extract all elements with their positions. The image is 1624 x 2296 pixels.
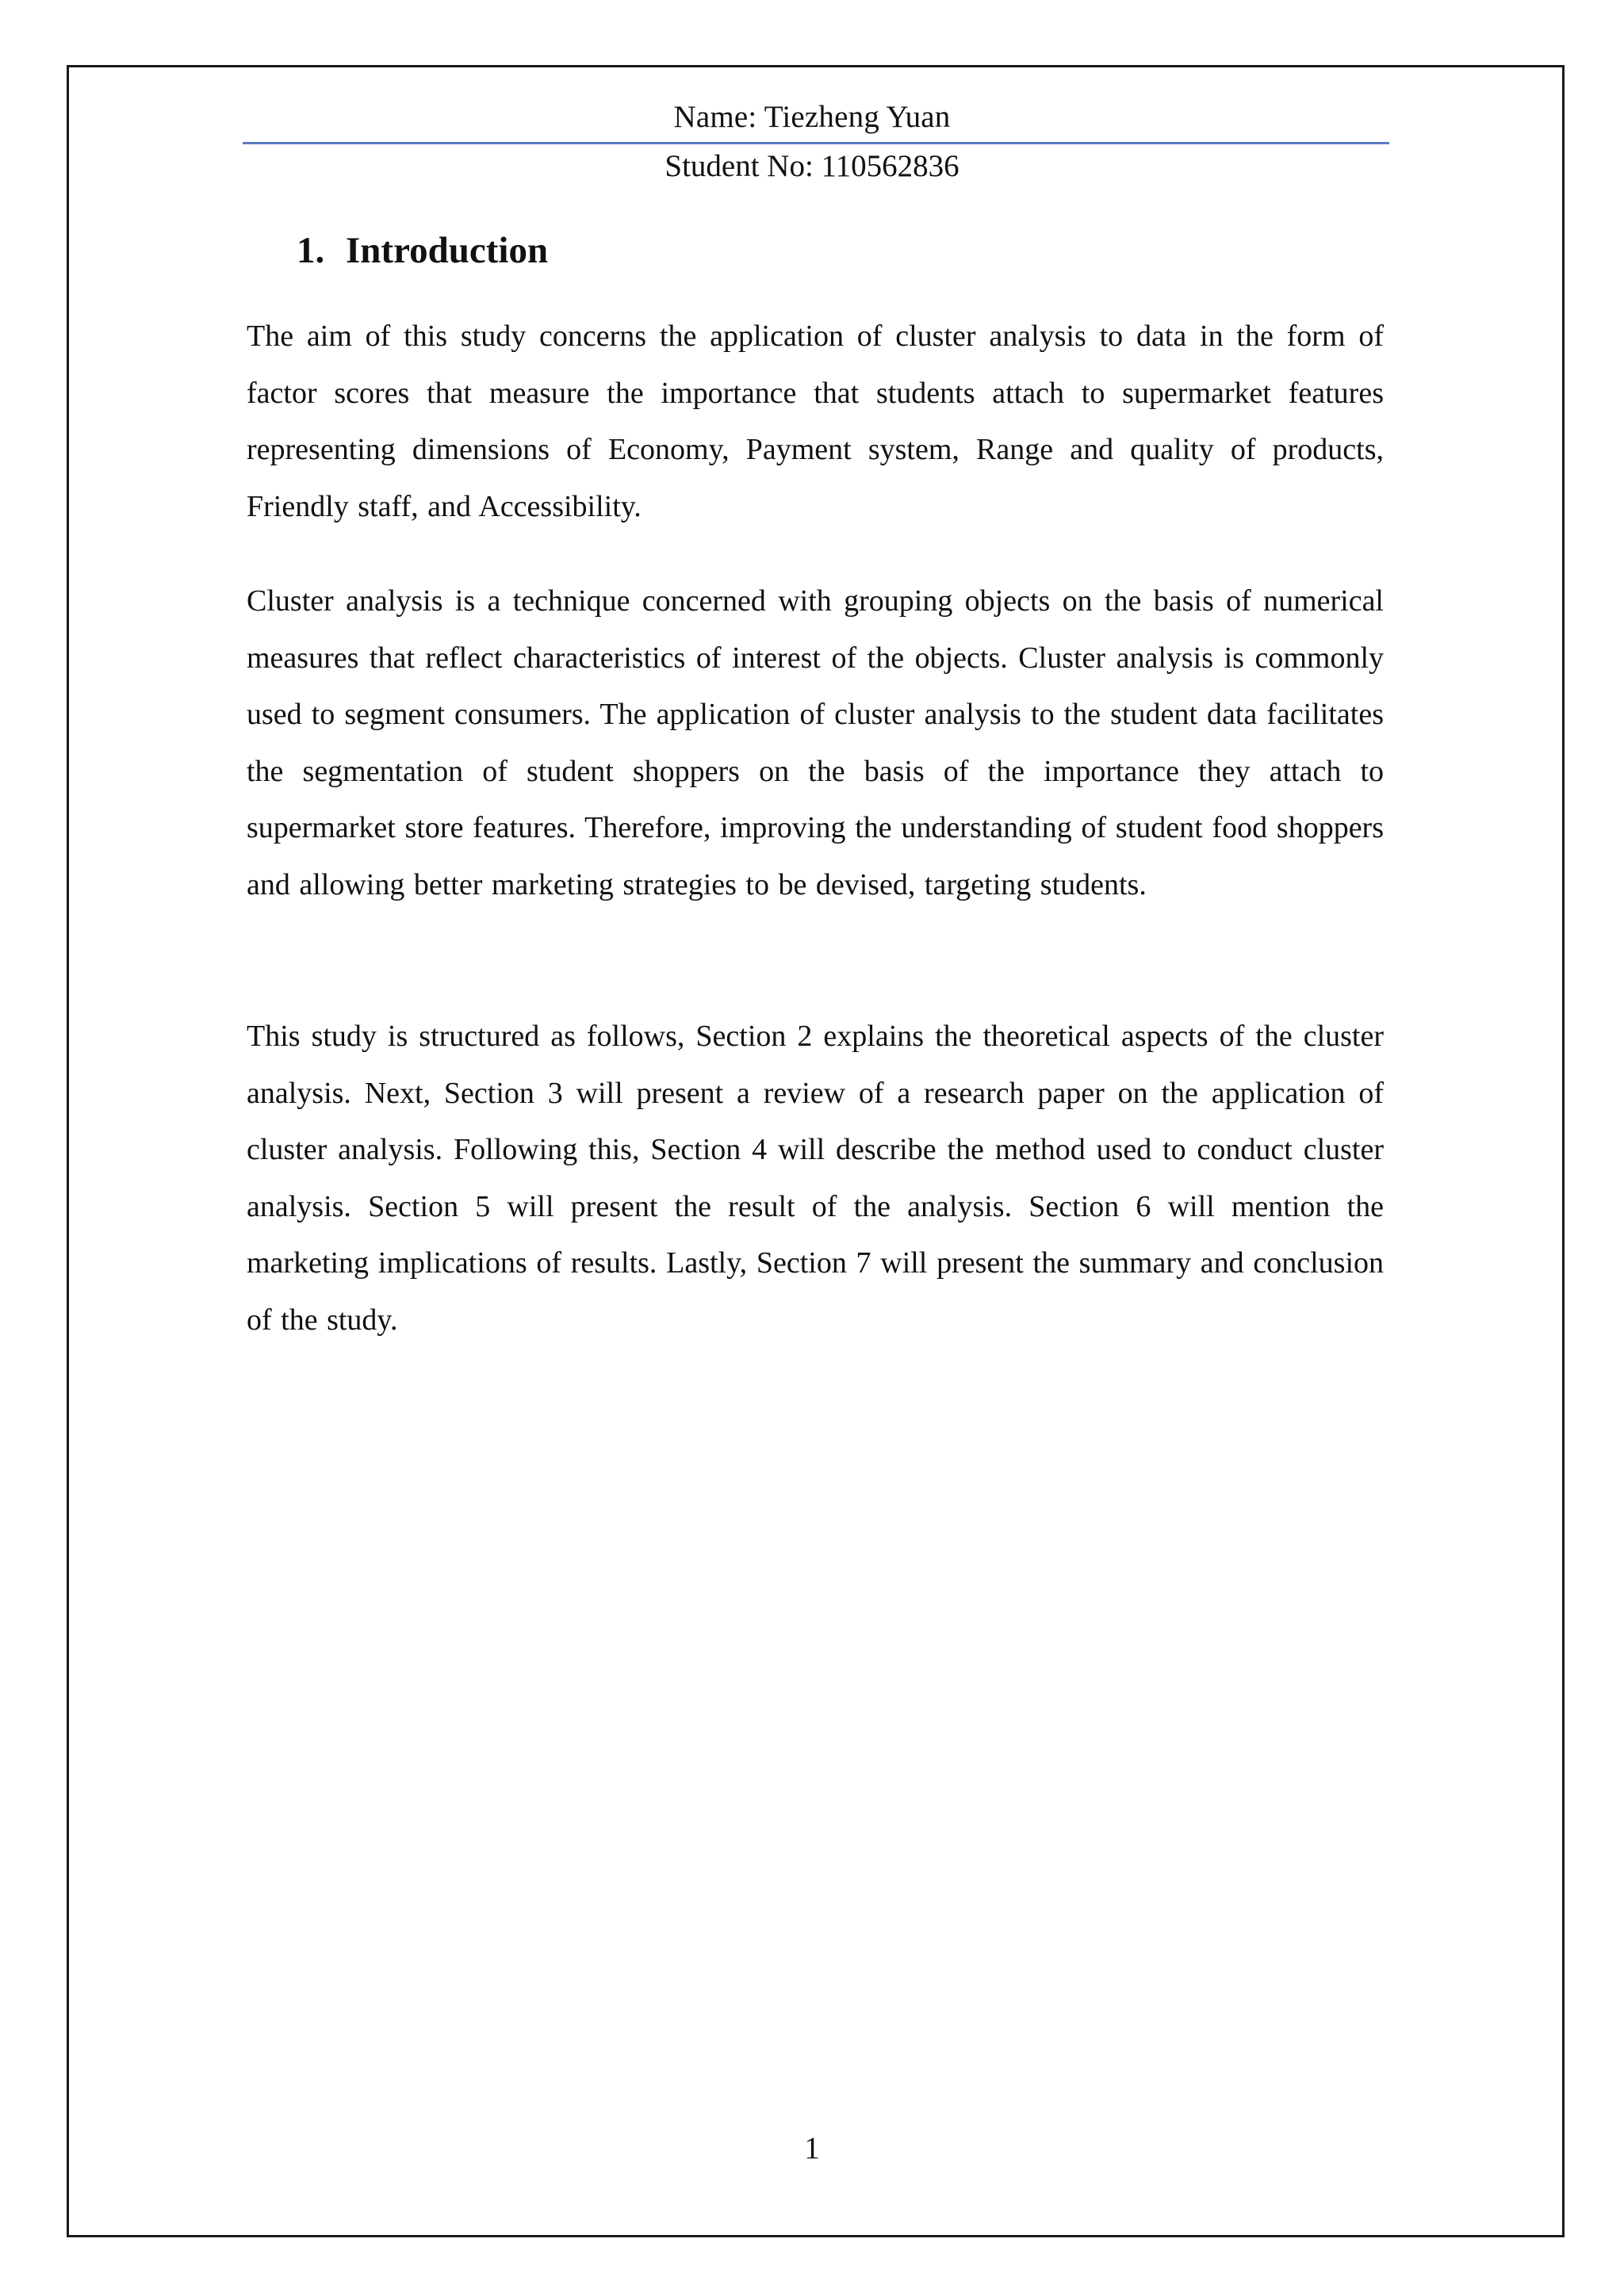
section-number: 1. [297, 230, 325, 271]
header-student-number: Student No: 110562836 [665, 149, 959, 183]
section-heading [297, 219, 548, 282]
paragraph-cluster-analysis: Cluster analysis is a technique concerned with grouping objects on the basis of numerical measures that reflect characteristics of interest of the objects. Cluster analysis is commonly used to segment consumers. The application of cluster analysis to the student data facilitates the segmentation of student shoppers on the basis of the importance they attach to supermarket store features. Therefore, improving the understanding of student food shoppers and allowing better marketing strategies to be devised, targeting students. [247, 584, 1384, 901]
paragraph-structure: This study is structured as follows, Section 2 explains the theoretical aspects of the cluster analysis. Next, Section 3 will present a review of a research paper on the application of cluster analysis. Following this, Section 4 will describe the method used to conduct cluster analysis. Section 5 will present the result of the analysis. Section 6 will mention the marketing implications of results. Lastly, Section 7 will present the summary and conclusion of the study. [247, 1020, 1384, 1337]
header-student-name: Name: Tiezheng Yuan [673, 100, 951, 134]
paragraph-aim: The aim of this study concerns the application of cluster analysis to data in the form of factor scores that measure the importance that students attach to supermarket features representing dimensions of Economy, Payment system, Range and quality of products, Friendly staff, and Accessibility. [247, 320, 1384, 523]
page-number: 1 [804, 2131, 820, 2165]
section-title: Introduction [346, 230, 549, 271]
